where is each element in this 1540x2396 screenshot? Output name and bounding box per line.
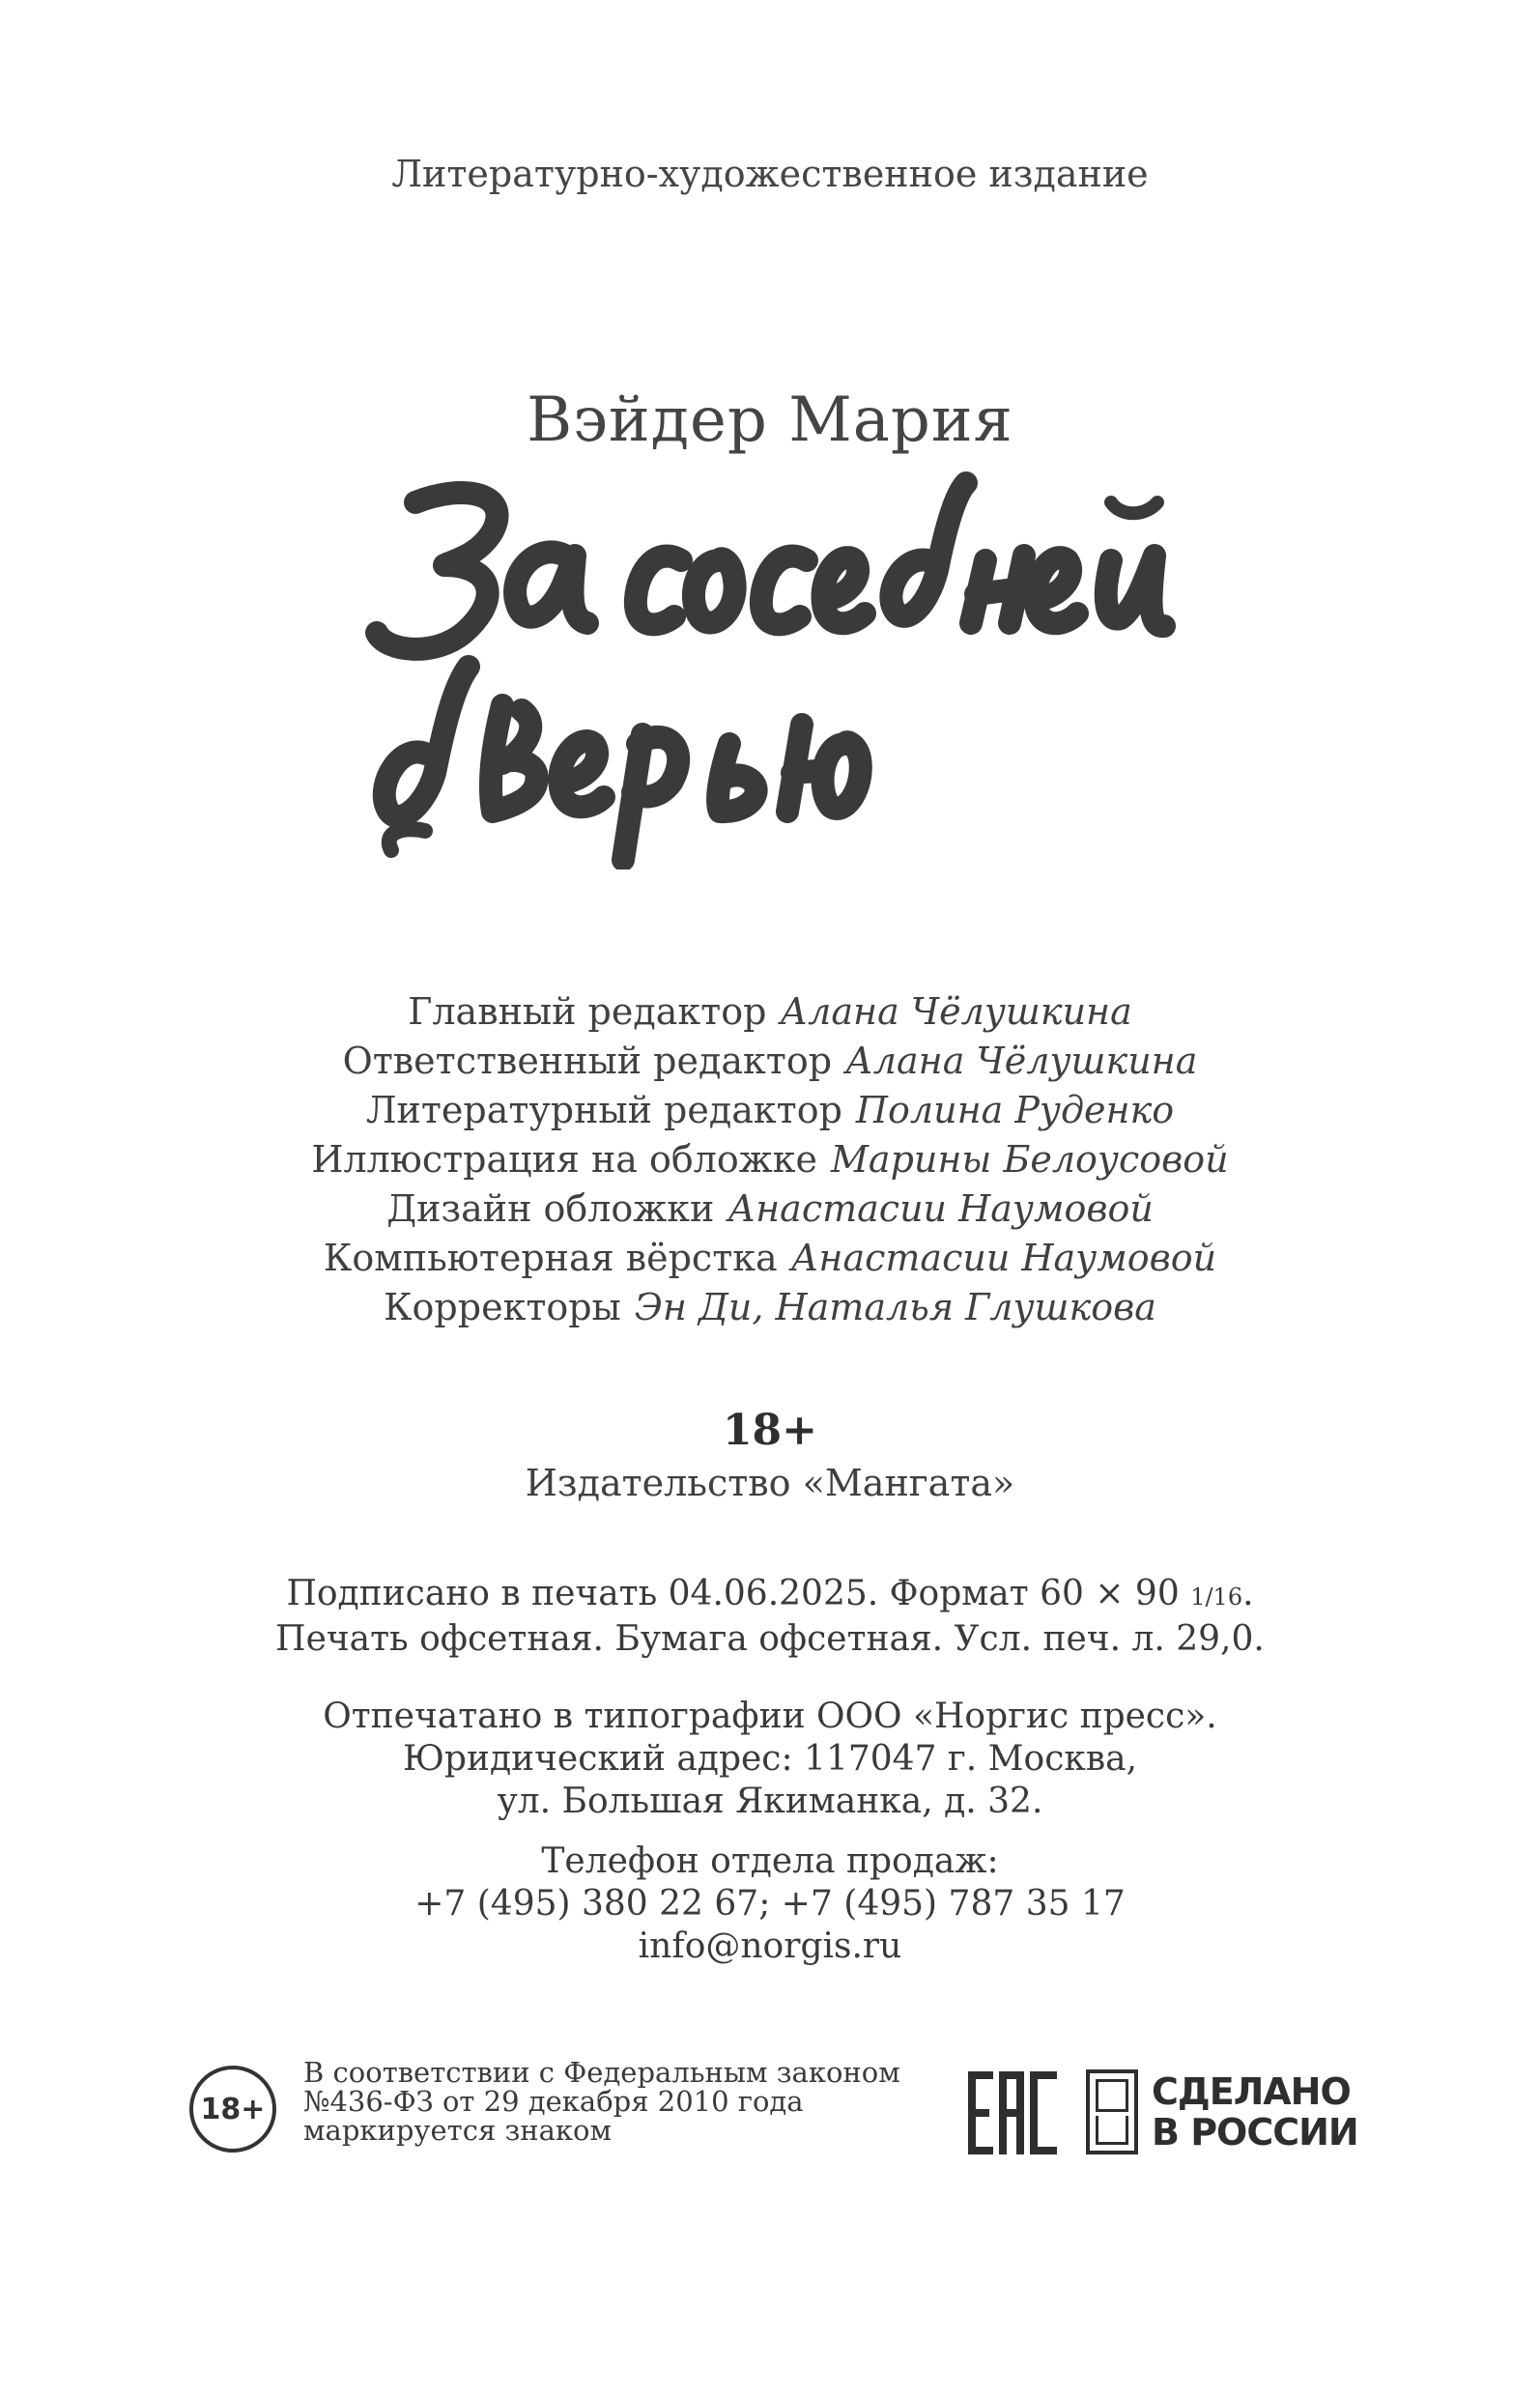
credit-role: Иллюстрация на обложке: [311, 1138, 818, 1181]
credit-name: Эн Ди, Наталья Глушкова: [634, 1286, 1156, 1328]
made-line: СДЕЛАНО: [1152, 2070, 1351, 2113]
format-fraction: 1/16: [1190, 1583, 1243, 1611]
age-rating: 18+: [722, 1406, 818, 1455]
law-line: В соответствии с Федеральным законом: [303, 2056, 900, 2089]
footer-marks: [189, 2058, 1358, 2174]
print-info-line: Печать офсетная. Бумага офсетная. Усл. печ. л. 29,0.: [275, 1619, 1265, 1659]
credit-line: [0, 1283, 1540, 1332]
credit-role: Ответственный редактор: [342, 1040, 833, 1082]
printer-line: Отпечатано в типографии ООО «Норгис пресс».: [323, 1697, 1217, 1736]
credit-name: Марины Белоусовой: [831, 1138, 1229, 1181]
edition-type: Литературно-художественное издание: [391, 153, 1149, 195]
credit-name: Полина Руденко: [855, 1089, 1175, 1131]
title-script: [348, 464, 1198, 870]
made-in-russia-icon: [1086, 2069, 1138, 2154]
law-line: маркируется знаком: [303, 2114, 613, 2147]
print-info: [0, 1573, 1540, 1661]
sales-phones: +7 (495) 380 22 67; +7 (495) 787 35 17: [414, 1884, 1126, 1924]
credits-block: [0, 987, 1540, 1332]
printer-info: [0, 1696, 1540, 1823]
sales-info: [0, 1840, 1540, 1968]
credit-role: Корректоры: [384, 1286, 621, 1328]
credit-line: [0, 1184, 1540, 1234]
credit-name: Анастасии Наумовой: [727, 1187, 1154, 1230]
print-format-end: .: [1242, 1574, 1254, 1613]
credit-role: Литературный редактор: [365, 1089, 842, 1131]
credit-role: Дизайн обложки: [386, 1187, 715, 1230]
publisher-name: Издательство «Мангата»: [525, 1462, 1015, 1504]
credit-name: Анастасии Наумовой: [790, 1237, 1217, 1279]
credit-line: [0, 1234, 1540, 1283]
author-name: Вэйдер Мария: [527, 385, 1013, 456]
credit-line: [0, 1037, 1540, 1086]
print-format-text: Подписано в печать 04.06.2025. Формат 60 × 90: [286, 1574, 1180, 1613]
law-notice: [303, 2058, 900, 2145]
credit-name: Алана Чёлушкина: [780, 990, 1132, 1033]
law-line: №436-ФЗ от 29 декабря 2010 года: [303, 2085, 804, 2118]
credit-role: Главный редактор: [408, 990, 767, 1033]
age-badge: 18+: [189, 2066, 276, 2153]
sales-email: info@norgis.ru: [638, 1926, 902, 1966]
credit-role: Компьютерная вёрстка: [323, 1237, 778, 1279]
made-in-russia-logo: [1152, 2071, 1358, 2153]
made-line: В РОССИИ: [1152, 2111, 1358, 2154]
credit-name: Алана Чёлушкина: [845, 1040, 1198, 1082]
credit-line: [0, 1135, 1540, 1184]
printer-line: ул. Большая Якиманка, д. 32.: [497, 1782, 1043, 1821]
credit-line: [0, 1086, 1540, 1135]
printer-line: Юридический адрес: 117047 г. Москва,: [402, 1739, 1138, 1779]
eac-logo: [968, 2071, 1057, 2154]
credit-line: [0, 987, 1540, 1037]
print-info-line: [0, 1573, 1540, 1618]
sales-heading: Телефон отдела продаж:: [541, 1841, 999, 1881]
